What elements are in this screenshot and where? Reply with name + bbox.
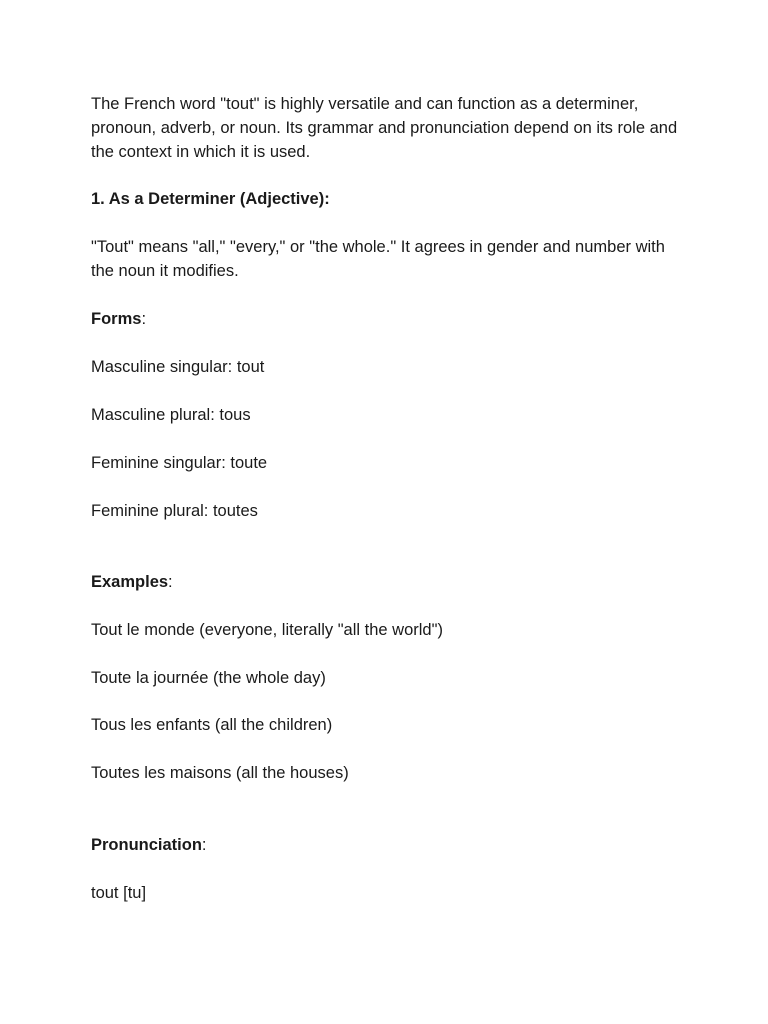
determiner-description: "Tout" means "all," "every," or "the whole." It agrees in gender and number with the noun it modifies.: [91, 238, 665, 280]
section-heading-determiner: 1. As a Determiner (Adjective):: [91, 190, 330, 208]
form-item-fem-plural: Feminine plural: toutes: [91, 502, 258, 520]
example-item: Tous les enfants (all the children): [91, 716, 333, 734]
example-item: Toute la journée (the whole day): [91, 669, 326, 687]
forms-label: Forms: [91, 310, 142, 328]
intro-paragraph: The French word "tout" is highly versatile and can function as a determiner, pronoun, adverb, or noun. Its grammar and pronunciation depend on its role and the context in which it is used.: [91, 95, 678, 161]
examples-colon: :: [168, 573, 173, 591]
pronunciation-heading: [91, 833, 691, 857]
example-item: Toutes les maisons (all the houses): [91, 764, 349, 782]
forms-heading: [91, 307, 691, 331]
form-item-fem-singular: Feminine singular: toute: [91, 454, 268, 472]
pronunciation-colon: :: [201, 836, 207, 854]
form-item-masc-plural: Masculine plural: tous: [91, 406, 251, 424]
examples-heading: [91, 570, 691, 594]
forms-colon: :: [141, 310, 147, 328]
examples-label: Examples: [91, 573, 169, 591]
pronunciation-value: tout [tu]: [91, 884, 147, 902]
pronunciation-label: Pronunciation: [91, 836, 202, 854]
form-item-masc-singular: Masculine singular: tout: [91, 358, 265, 376]
example-item: Tout le monde (everyone, literally "all the world"): [91, 621, 443, 639]
